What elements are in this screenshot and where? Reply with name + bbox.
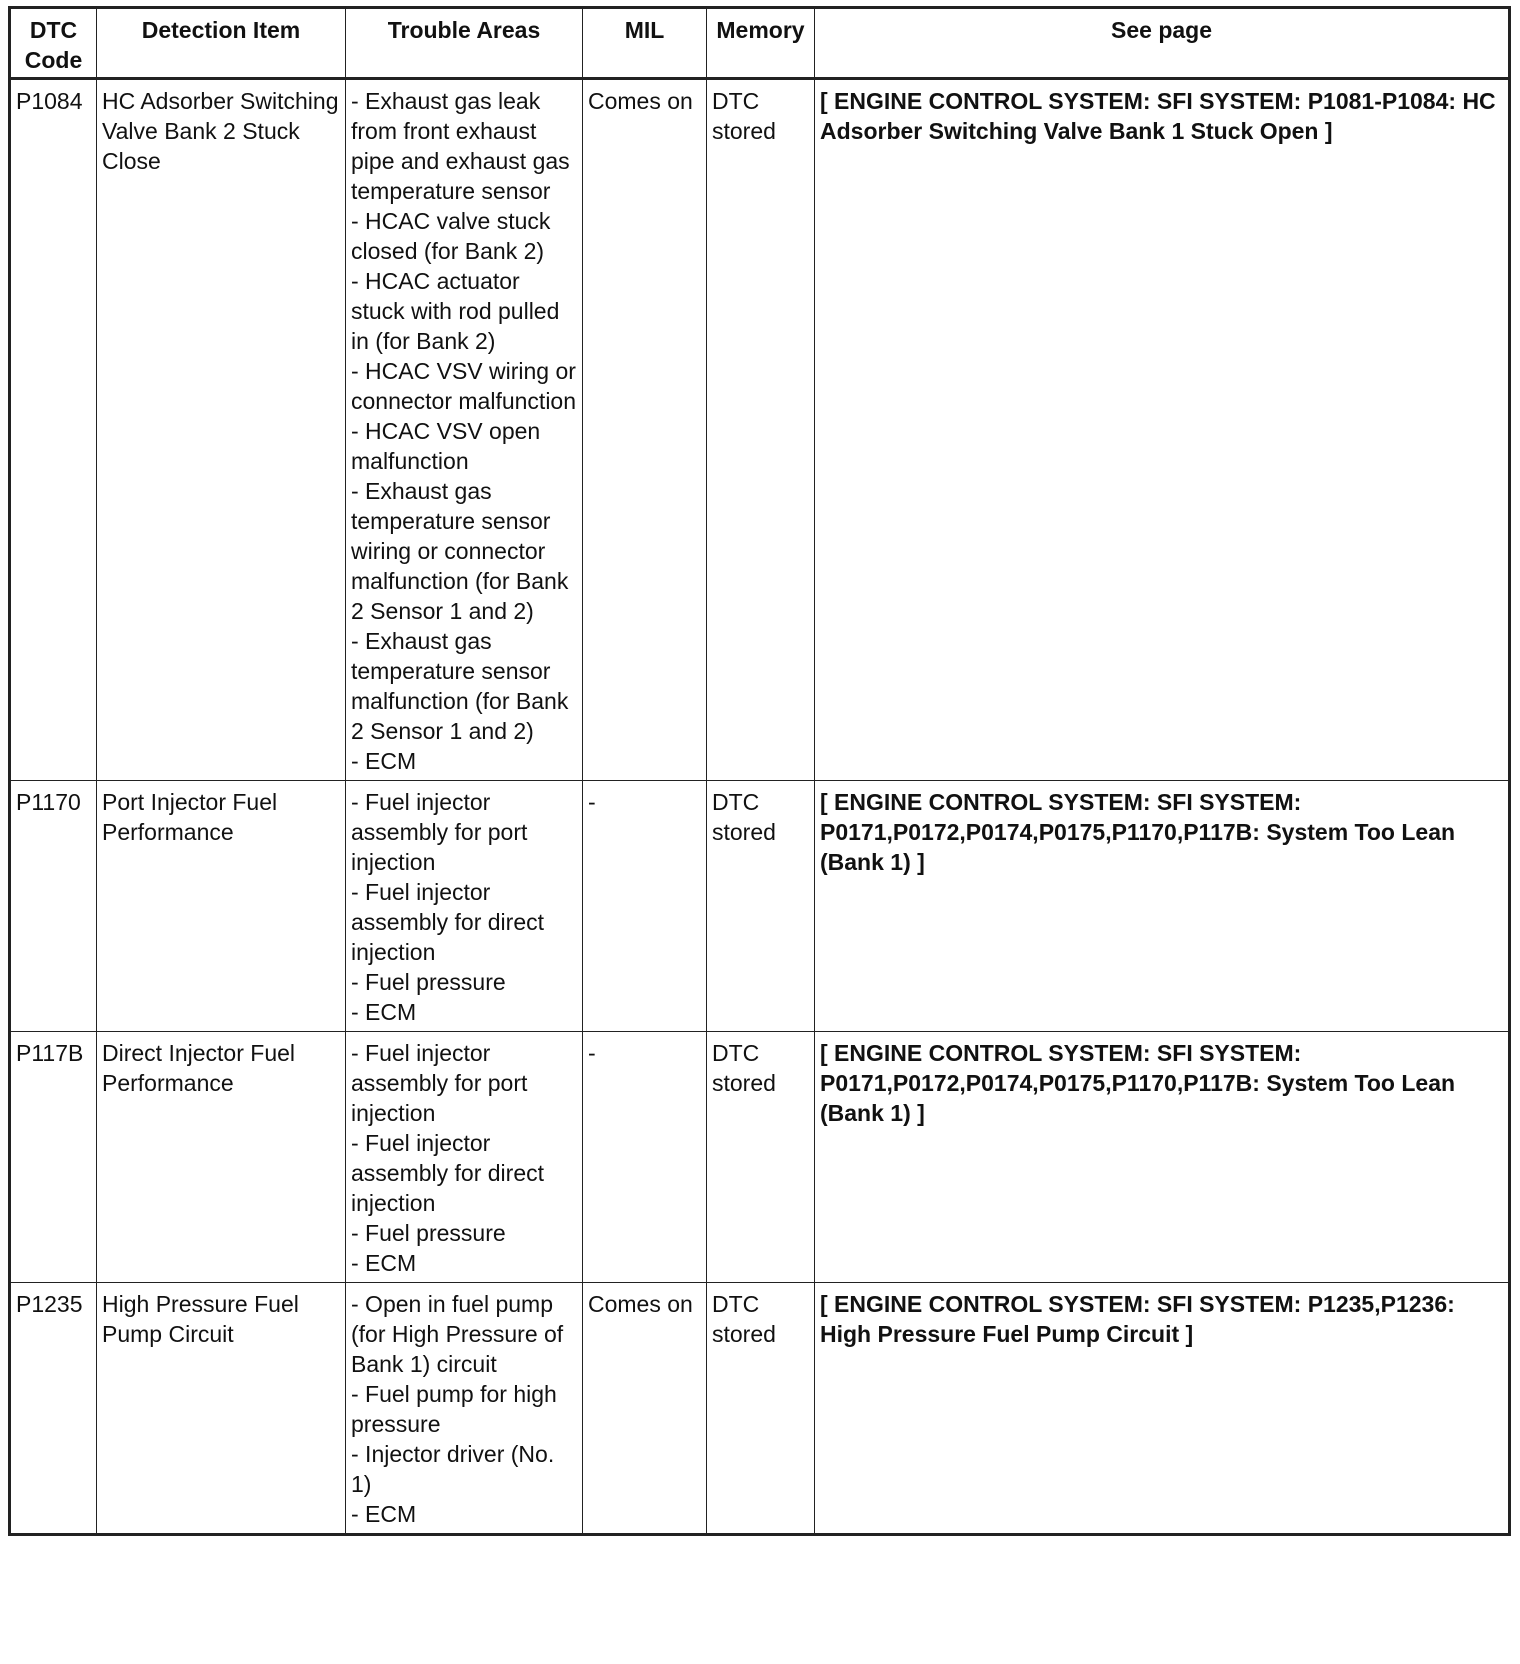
see-page-link[interactable]: [ ENGINE CONTROL SYSTEM: SFI SYSTEM: P1081-P1084: HC Adsorber Switching Valve Bank 1 Stuck Open ]	[815, 79, 1510, 781]
memory-cell: DTC stored	[707, 79, 815, 781]
header-mil: MIL	[583, 8, 707, 79]
trouble-area-item: - HCAC valve stuck closed (for Bank 2)	[351, 208, 551, 264]
trouble-area-item: - Fuel pump for high pressure	[351, 1381, 557, 1437]
table-row	[10, 781, 1510, 1032]
dtc-code-cell: P1084	[10, 79, 97, 781]
trouble-area-item: - ECM	[351, 1501, 417, 1527]
header-detection-item: Detection Item	[97, 8, 346, 79]
trouble-area-item: - HCAC VSV wiring or connector malfunction	[351, 358, 577, 414]
trouble-areas-cell	[346, 1283, 583, 1535]
detection-item-cell: HC Adsorber Switching Valve Bank 2 Stuck Close	[97, 79, 346, 781]
trouble-area-item: - Fuel injector assembly for direct injection	[351, 879, 545, 965]
trouble-area-item: - Fuel pressure	[351, 969, 506, 995]
trouble-area-item: - ECM	[351, 748, 417, 774]
header-trouble-areas: Trouble Areas	[346, 8, 583, 79]
detection-item-cell: Direct Injector Fuel Performance	[97, 1032, 346, 1283]
dtc-table	[8, 6, 1511, 1536]
trouble-area-item: - Fuel pressure	[351, 1220, 506, 1246]
trouble-areas-cell	[346, 1032, 583, 1283]
table-row	[10, 1283, 1510, 1535]
trouble-area-item: - Exhaust gas temperature sensor wiring or connector malfunction (for Bank 2 Sensor 1 and 2)	[351, 478, 569, 624]
trouble-area-item: - Exhaust gas leak from front exhaust pipe and exhaust gas temperature sensor	[351, 88, 570, 204]
header-see-page: See page	[815, 8, 1510, 79]
detection-item-cell: Port Injector Fuel Performance	[97, 781, 346, 1032]
trouble-area-item: - Open in fuel pump (for High Pressure of Bank 1) circuit	[351, 1291, 564, 1377]
trouble-areas-cell	[346, 781, 583, 1032]
trouble-areas-cell	[346, 79, 583, 781]
trouble-area-item: - ECM	[351, 1250, 417, 1276]
table-header-row	[10, 8, 1510, 79]
trouble-area-item: - Fuel injector assembly for port injection	[351, 789, 528, 875]
trouble-area-item: - Injector driver (No. 1)	[351, 1441, 555, 1497]
header-memory: Memory	[707, 8, 815, 79]
dtc-code-cell: P117B	[10, 1032, 97, 1283]
trouble-area-item: - Fuel injector assembly for port injection	[351, 1040, 528, 1126]
trouble-area-item: - Fuel injector assembly for direct injection	[351, 1130, 545, 1216]
trouble-area-item: - ECM	[351, 999, 417, 1025]
trouble-area-item: - HCAC VSV open malfunction	[351, 418, 541, 474]
dtc-code-cell: P1235	[10, 1283, 97, 1535]
see-page-link[interactable]: [ ENGINE CONTROL SYSTEM: SFI SYSTEM: P0171,P0172,P0174,P0175,P1170,P117B: System Too Lean (Bank 1) ]	[815, 1032, 1510, 1283]
mil-cell: Comes on	[583, 1283, 707, 1535]
memory-cell: DTC stored	[707, 1283, 815, 1535]
trouble-area-item: - HCAC actuator stuck with rod pulled in (for Bank 2)	[351, 268, 560, 354]
table-row	[10, 1032, 1510, 1283]
trouble-area-item: - Exhaust gas temperature sensor malfunction (for Bank 2 Sensor 1 and 2)	[351, 628, 569, 744]
header-dtc-code: DTC Code	[10, 8, 97, 79]
table-row	[10, 79, 1510, 781]
mil-cell: -	[583, 781, 707, 1032]
see-page-link[interactable]: [ ENGINE CONTROL SYSTEM: SFI SYSTEM: P1235,P1236: High Pressure Fuel Pump Circuit ]	[815, 1283, 1510, 1535]
mil-cell: -	[583, 1032, 707, 1283]
mil-cell: Comes on	[583, 79, 707, 781]
dtc-code-cell: P1170	[10, 781, 97, 1032]
detection-item-cell: High Pressure Fuel Pump Circuit	[97, 1283, 346, 1535]
memory-cell: DTC stored	[707, 781, 815, 1032]
see-page-link[interactable]: [ ENGINE CONTROL SYSTEM: SFI SYSTEM: P0171,P0172,P0174,P0175,P1170,P117B: System Too Lean (Bank 1) ]	[815, 781, 1510, 1032]
memory-cell: DTC stored	[707, 1032, 815, 1283]
